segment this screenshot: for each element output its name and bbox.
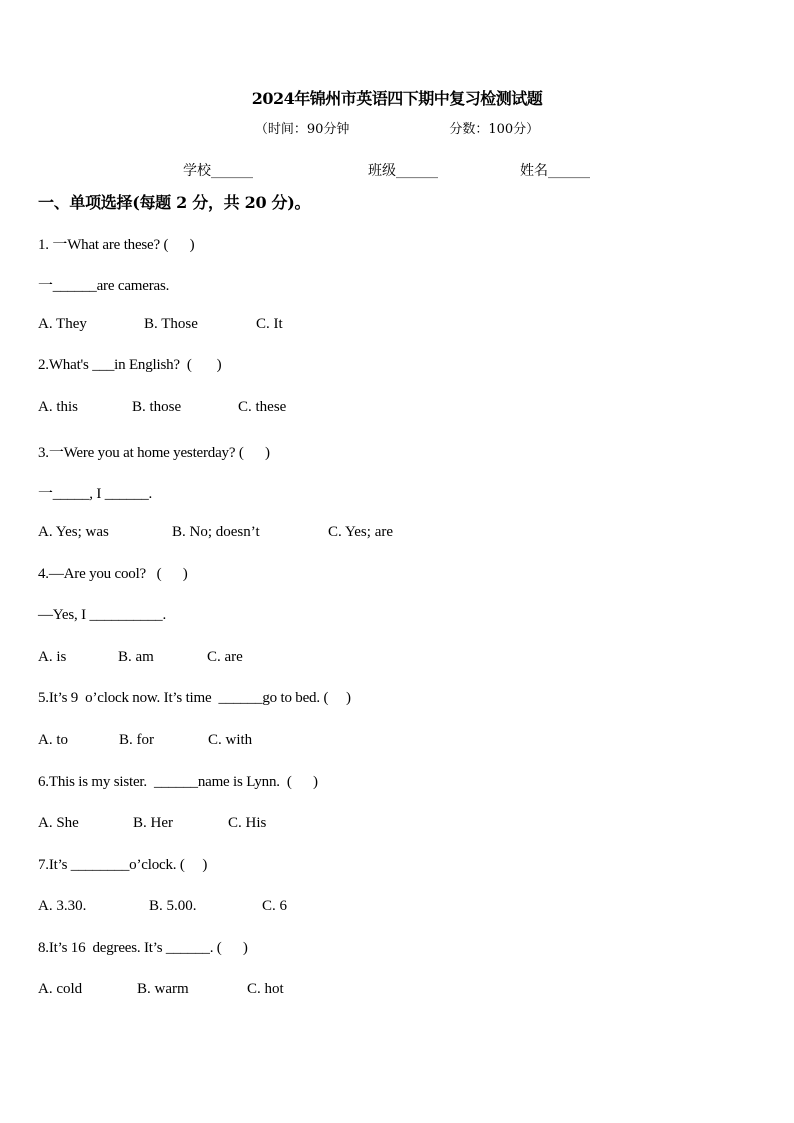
question-line: 1. 一What are these? ( ) — [38, 237, 195, 253]
option-c: C. It — [256, 316, 283, 332]
option-c: C. these — [238, 399, 287, 415]
class-field: 班级______ — [368, 163, 438, 179]
option-b: B. those — [132, 399, 182, 415]
option-c: C. 6 — [262, 898, 288, 914]
question-line: 3.一Were you at home yesterday? ( ) — [38, 445, 270, 461]
question-line: 5.It’s 9 o’clock now. It’s time ______go to bed. ( ) — [38, 690, 351, 706]
question-line: 8.It’s 16 degrees. It’s ______. ( ) — [38, 940, 248, 956]
exam-time: （时间：90分钟 — [254, 122, 350, 137]
exam-title: 2024年锦州市英语四下期中复习检测试题 — [251, 89, 543, 108]
answer-line: 一______are cameras. — [38, 278, 170, 294]
exam-subtitle — [0, 118, 794, 137]
question-line: 2.What's ___in English? ( ) — [38, 357, 222, 373]
exam-score: 分数：100分） — [449, 122, 540, 137]
option-b: B. No; doesn’t — [172, 524, 260, 540]
option-a: A. this — [38, 399, 79, 415]
option-a: A. 3.30. — [38, 898, 87, 914]
option-c: C. are — [207, 649, 243, 665]
option-c: C. hot — [247, 981, 284, 997]
option-a: A. to — [38, 732, 68, 748]
option-b: B. Those — [144, 316, 198, 332]
option-a: A. cold — [38, 981, 83, 997]
option-c: C. Yes; are — [328, 524, 394, 540]
option-b: B. am — [118, 649, 154, 665]
option-a: A. They — [38, 316, 87, 332]
answer-line: 一_____, I ______. — [38, 486, 153, 502]
name-field: 姓名______ — [520, 163, 590, 179]
question-line: 7.It’s ________o’clock. ( ) — [38, 857, 208, 873]
option-b: B. for — [119, 732, 154, 748]
options-row — [38, 981, 284, 1066]
answer-line: —Yes, I __________. — [38, 607, 167, 623]
school-field: 学校______ — [183, 163, 253, 179]
question-line: 4.—Are you cool? ( ) — [38, 566, 188, 582]
section-title: 一、单项选择(每题 2 分，共 20 分)。 — [38, 193, 311, 212]
option-c: C. His — [228, 815, 267, 831]
option-a: A. Yes; was — [38, 524, 109, 540]
option-c: C. with — [208, 732, 253, 748]
option-b: B. Her — [133, 815, 173, 831]
option-a: A. She — [38, 815, 79, 831]
question-line: 6.This is my sister. ______name is Lynn. ( ) — [38, 774, 318, 790]
option-a: A. is — [38, 649, 67, 665]
option-b: B. 5.00. — [149, 898, 197, 914]
option-b: B. warm — [137, 981, 189, 997]
